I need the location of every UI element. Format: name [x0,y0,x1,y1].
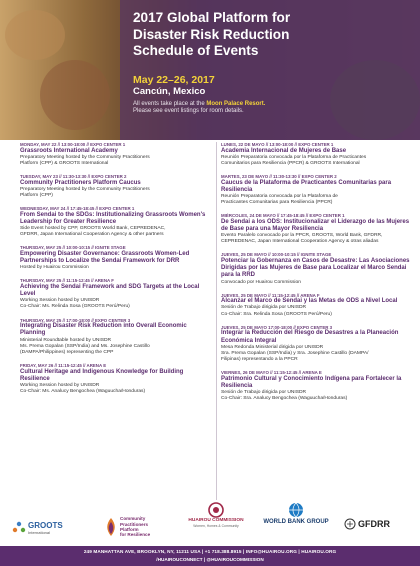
event-datetime: JUEVES, 25 DE MAYO // 11:15-12:45 // ARENA F [221,292,320,298]
huairou-sub: Women, Homes & Community [193,524,239,528]
event-title: De Sendai a los ODS: Institucionalizar el Liderazgo de las Mujeres de Base para una Mayor Resiliencia [221,219,410,233]
event-title: Caucus de la Plataforma de Practicantes Comunitarias para Resiliencia [221,179,392,193]
event-description: Working Session hosted by UNISDR [20,382,100,388]
footer-social: /HUAIROUCONNECT | @HUAIROUCOMMISSION [156,557,264,562]
event-description: Sra. Prema Gopalan (SSP/India) y Sra. Josephine Castillo (DAMPA/ [221,350,369,356]
event-item [20,278,210,310]
event-datetime: JUEVES, 25 DE MAYO // 10:00-10:15 // IGNITE STAGE [221,252,332,258]
footer-address: 249 MANHATTAN AVE, BROOKLYN, NY, 11211 USA | +1 718.388.8915 | INFO@HUAIROU.ORG | HUAIROU.ORG [83,549,337,554]
event-description: CEPREDENAC, Japan International Cooperation Agency & otras aliadas [221,239,379,245]
event-datetime: MARTES, 23 DE MAYO // 11:30-13:30 // EXPO CENTER 2 [221,174,337,180]
event-title: Empowering Disaster Governance: Grassroots Women-Led Partnerships to Localize the Sendai Framework for DRR [20,251,190,265]
schedule-spanish [221,142,411,409]
event-item [221,174,411,206]
gfdrr-name: GFDRR [358,519,390,529]
event-description: Preparatory Meeting hosted by the Community Practitioners [20,186,150,192]
worldbank-logo [256,502,336,536]
cpp-logo [104,510,174,544]
schedule [20,142,408,502]
event-description: Side Event hosted by CPP, GROOTS World Bank, CEPREDENAC, [20,226,166,232]
cpp-line-4: for Resilience [120,532,151,538]
event-datetime: MONDAY, MAY 22 // 13:00-18:00 // EXPO CENTER 1 [20,142,126,147]
event-datetime: THURSDAY, MAY 25 // 10:00-10:15 // IGNITE STAGE [20,245,126,251]
event-item [20,363,210,395]
event-item [221,325,411,363]
event-description: Practicantes Comunitarias para Resiliencia (PPCR) [221,200,333,206]
venue-note [133,101,413,116]
cpp-line-1: Community [120,516,146,522]
event-location: Cancún, Mexico [133,86,206,97]
event-title: From Sendai to the SDGs: Institutionalizing Grassroots Women's Leadership for Greater Resilience [20,211,206,226]
event-description: Ministerial Roundtable hosted by UNISDR [20,337,112,343]
header-banner [0,0,420,140]
cpp-icon [104,516,118,538]
event-description: Working Session hosted by UNISDR [20,298,100,304]
event-description: Convocado por Huairou Commission [221,279,301,285]
event-item [20,206,210,238]
event-dates: May 22–26, 2017 [133,74,215,86]
gfdrr-icon [344,518,356,530]
header-photo-people [40,60,110,130]
event-description: Filipinas) representando a la PPCR [221,356,298,362]
event-description: (DAMPA/Philippines) representing the CPP [20,349,114,355]
title-line-3: Schedule of Events [133,43,259,58]
huairou-logo [180,502,252,542]
event-datetime: WEDNESDAY, MAY 24 // 17:45-18:45 // EXPO CENTER 1 [20,206,135,212]
event-description: Comunitarios para Resiliencia (PPCR) & GROOTS International [221,160,360,166]
event-description: Hosted by Huairou Commission [20,265,89,271]
huairou-name: HUAIROU COMMISSION [188,518,244,523]
event-title: Achieving the Sendai Framework and SDG Targets at the Local Level [20,284,200,298]
event-datetime: THURSDAY, MAY 25 // 11:15-12:45 // ARENA F [20,278,114,284]
groots-icon [12,521,26,535]
groots-logo [12,516,74,540]
event-description: Mesa Redonda Ministerial dirigida por UNISDR [221,344,324,350]
page-title [133,10,413,60]
event-item [221,293,411,318]
event-title: Integrar la Reducción del Riesgo de Desastres a la Planeación Económica Integral [221,330,399,344]
event-title: Integrating Disaster Risk Reduction into Overall Economic Planning [20,323,187,337]
event-title: Patrimonio Cultural y Conocimiento Indígena para Fortalecer la Resiliencia [221,375,402,389]
event-title: Cultural Heritage and Indigenous Knowledge for Building Resilience [20,368,184,382]
event-description: Evento Paralelo convocado por la PPCR, GROOTS, World Bank, GFDRR, [221,233,383,239]
event-datetime: VIERNES, 26 DE MAYO // 11:15-12:45 // ARENA E [221,369,322,375]
event-datetime: JUEVES, 25 DE MAYO 17:00-18:00 // EXPO CENTER 3 [221,324,333,330]
event-title: Potenciar la Gobernanza en Casos de Desastre: Las Asociaciones Dirigidas por las Mujeres de Base para Localizar el Marco Sendai para la RRD [221,258,410,279]
venue-name: Moon Palace Resort. [206,101,266,107]
cpp-line-2: Practitioners [120,521,149,527]
column-divider [216,142,217,500]
event-description: Co-Chair: Sra. Relinda Sosa (GROOTS Perú/Peru) [221,311,332,317]
event-datetime: MIÉRCOLES, 24 DE MAYO // 17:45-18:45 // EXPO CENTER 1 [221,213,345,219]
cpp-line-3: Platform [120,527,139,532]
event-title: Community Practitioners Platform Caucus [20,179,141,186]
event-item [221,252,411,285]
event-description: Ms. Prema Gopalan (SSP/India) and Ms. Josephine Castillo [20,343,150,349]
venue-note-text: All events take place at the [133,101,207,107]
event-title: Grassroots International Academy [20,147,118,154]
event-description: Reunión Preparatoria convocada por la Plataforma de Practicantes [221,154,367,160]
event-description: Sesión de Trabajo dirigida por UNISDR [221,389,307,395]
gfdrr-logo [344,514,408,534]
event-item [20,174,210,199]
event-item [20,142,210,167]
schedule-english [20,142,210,402]
huairou-icon [208,502,224,518]
event-item [20,245,210,271]
event-item [221,370,411,402]
event-description: Co-Chair: Ms. Relinda Sosa (GROOTS Perú/Peru) [20,304,130,310]
event-description: Platform (CPP) & GROOTS International [20,160,109,166]
event-description: Preparatory Meeting hosted by the Community Practitioners [20,154,150,160]
venue-note-room: Please see event listings for room details. [133,108,244,115]
event-description: Reunión Preparatoria convocada por la Plataforma de [221,194,338,200]
event-description: GFDRR, Japan International Cooperation Agency & other partners [20,232,164,238]
event-item [20,318,210,356]
title-line-2: Disaster Risk Reduction [133,26,290,42]
worldbank-globe-icon [288,502,304,518]
event-item [221,213,411,245]
groots-name: GROOTS [28,520,63,530]
event-item [221,142,411,167]
event-description: Platform (CPP) [20,193,53,199]
event-datetime: TUESDAY, MAY 23 // 11:30-13:30 // EXPO CENTER 2 [20,174,127,180]
event-title: Academia Internacional de Mujeres de Base [221,147,347,154]
event-datetime: LUNES, 22 DE MAYO // 13:00-18:00 // EXPO CENTER 1 [221,142,334,147]
worldbank-name: WORLD BANK GROUP [263,519,329,525]
event-description: Co-Chair: Ms. Analucy Bengochea (Waguucha/Honduras) [20,388,146,394]
event-datetime: THURSDAY, MAY 25 // 17:00-18:00 // EXPO CENTER 3 [20,317,131,323]
event-title: Alcanzar el Marco de Sendai y las Metas de ODS a Nivel Local [221,298,398,305]
header-photo [5,10,65,60]
groots-sub: International [28,529,51,535]
event-description: Sesión de Trabajo dirigida por UNISDR [221,305,307,311]
footer [0,546,420,566]
event-datetime: FRIDAY, MAY 26 // 11:15-12:45 // ARENA E [20,362,107,368]
title-line-1: 2017 Global Platform for [133,10,291,25]
event-description: Co-Chair: Sra. Analucy Bengochea (Waguucha/Honduras) [221,396,348,402]
